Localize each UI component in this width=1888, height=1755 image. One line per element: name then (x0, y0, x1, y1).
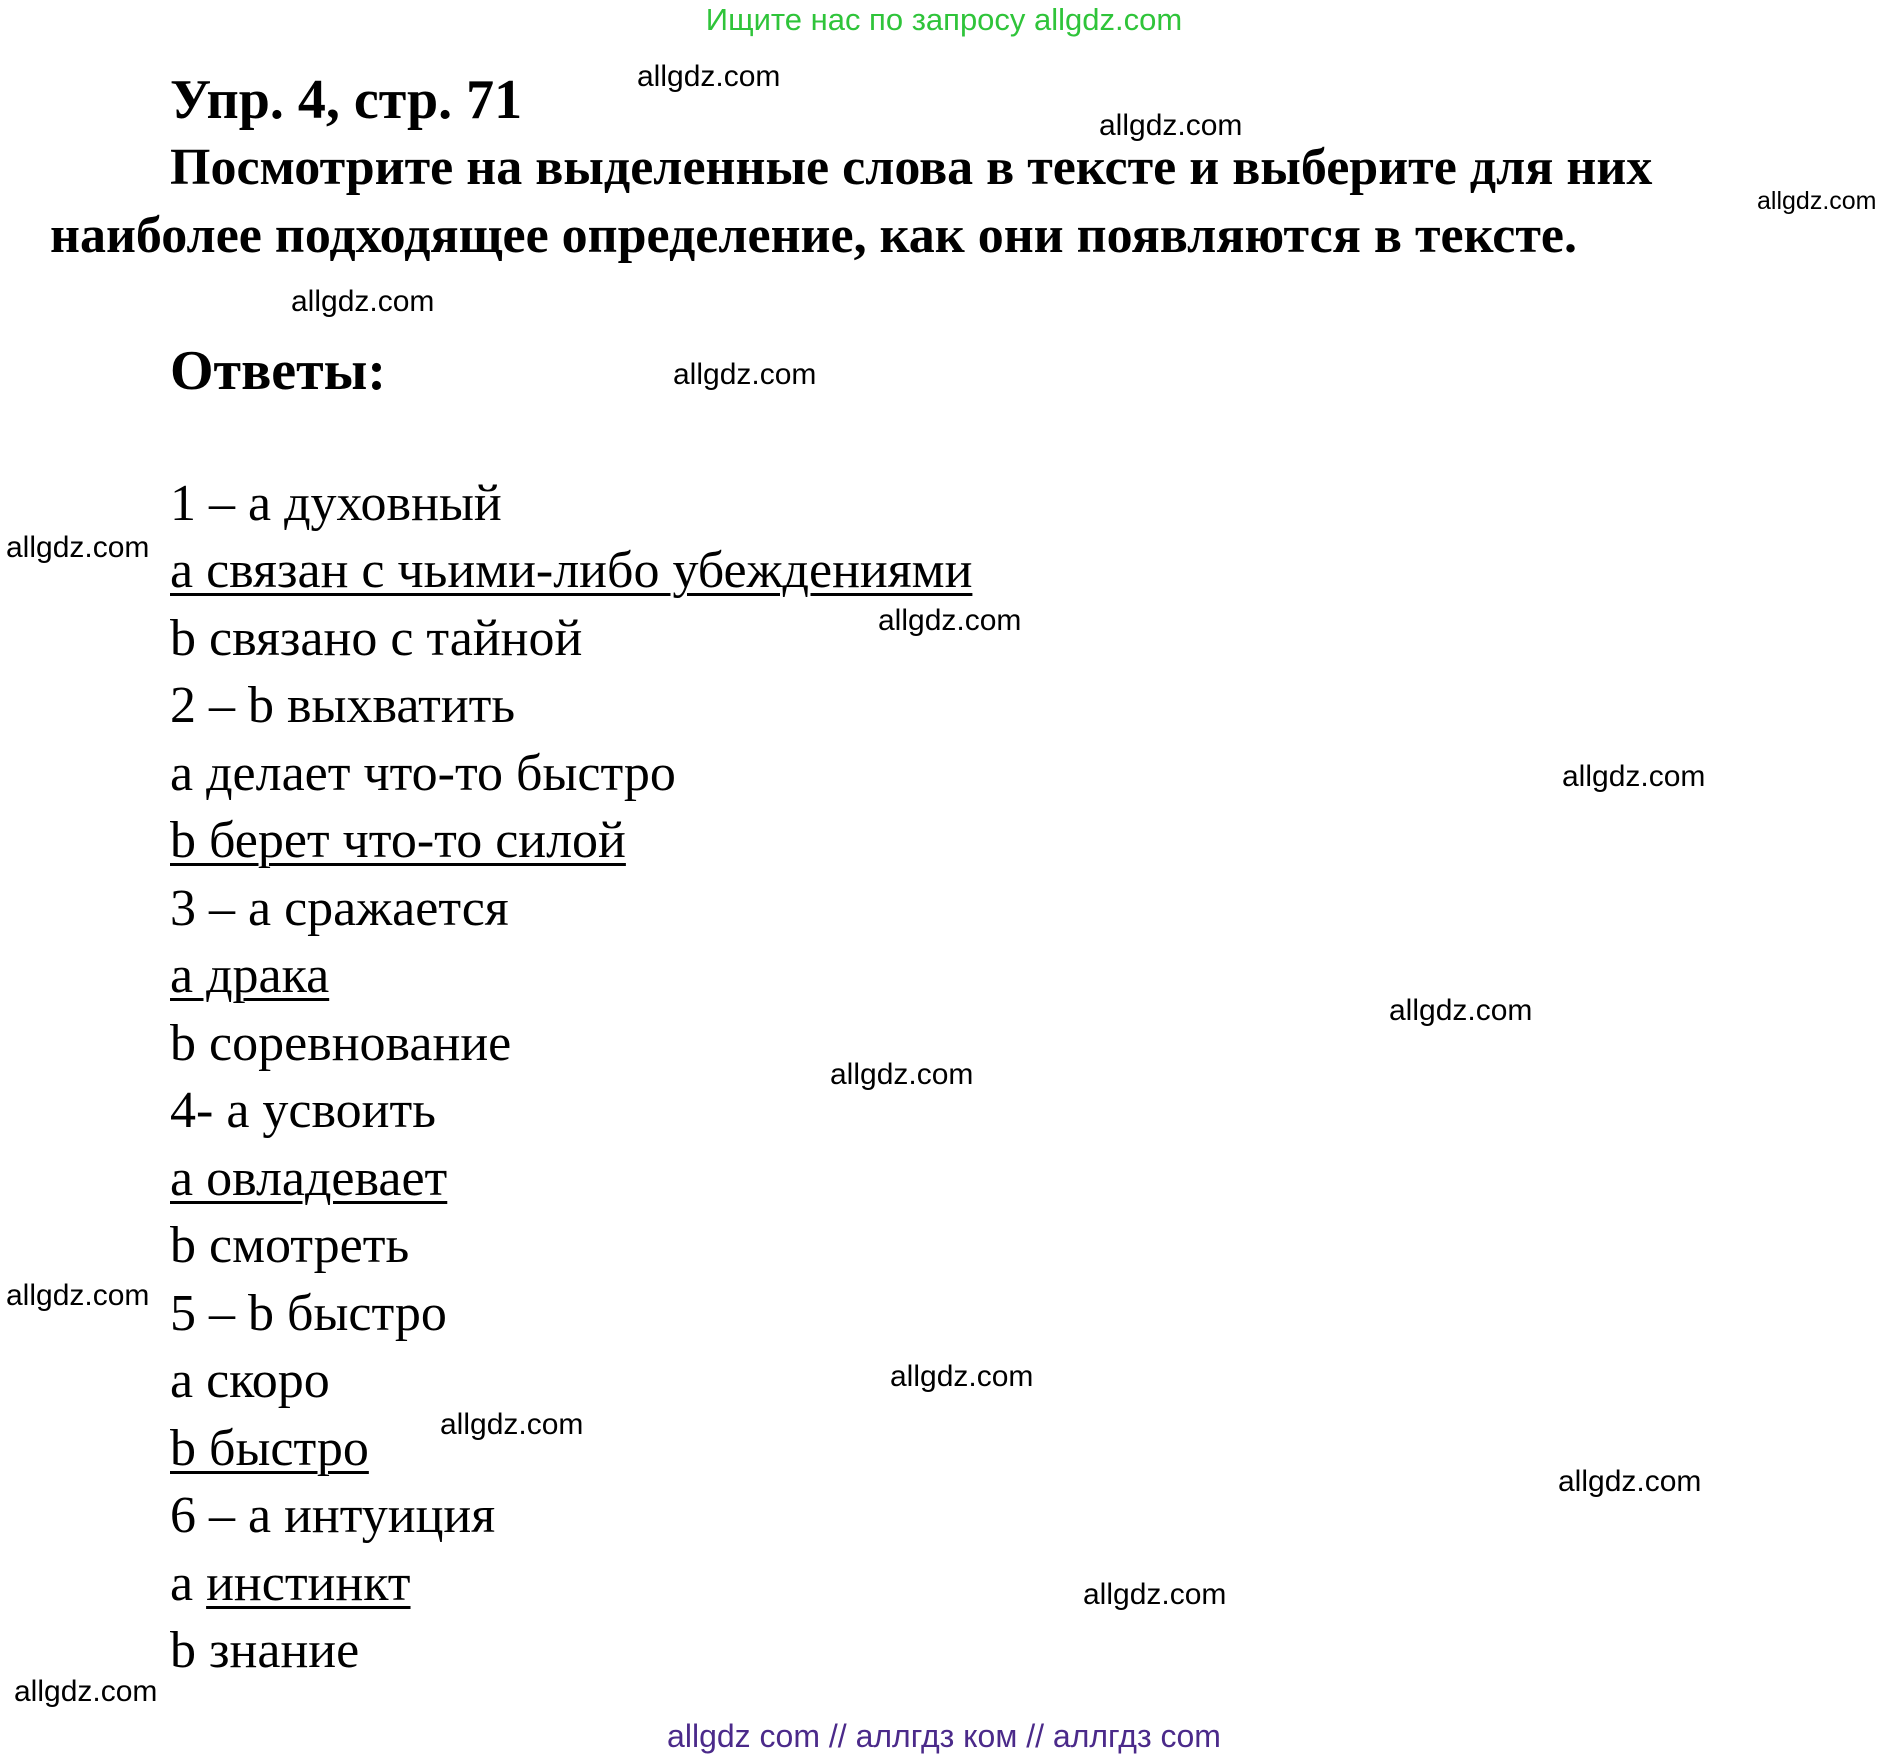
answer-5: 5 – b быстро (170, 1285, 447, 1342)
top-banner: Ищите нас по запросу allgdz.com (705, 2, 1183, 37)
answer-3-option-a: a драка (170, 947, 330, 1004)
answer-1-option-a: a связан с чьими-либо убеждениями (170, 542, 973, 599)
watermark: allgdz.com (6, 531, 150, 564)
answer-6: 6 – а интуиция (170, 1487, 496, 1544)
watermark: allgdz.com (1562, 760, 1706, 793)
watermark: allgdz.com (637, 60, 781, 93)
watermark: allgdz.com (1558, 1465, 1702, 1498)
answer-6-option-a-word: инстинкт (206, 1555, 411, 1612)
answer-5-option-a: a скоро (170, 1352, 330, 1409)
watermark: allgdz.com (1389, 994, 1533, 1027)
watermark: allgdz.com (1099, 109, 1243, 142)
answer-1: 1 – а духовный (170, 475, 502, 532)
answer-3-option-b: b соревнование (170, 1015, 512, 1072)
watermark: allgdz.com (291, 285, 435, 318)
watermark: allgdz.com (6, 1279, 150, 1312)
task-line-2: наиболее подходящее определение, как они появляются в тексте. (50, 207, 1577, 264)
bottom-banner: allgdz com // аллгдз ком // аллгдз com (667, 1718, 1221, 1754)
answer-2-option-b: b берет что-то силой (170, 812, 626, 869)
answer-6-option-b: b знание (170, 1622, 360, 1679)
watermark: allgdz.com (1083, 1578, 1227, 1611)
answer-6-option-a (170, 1555, 411, 1612)
answer-4: 4- а усвоить (170, 1082, 436, 1139)
answer-3: 3 – а сражается (170, 880, 509, 937)
watermark: allgdz.com (830, 1058, 974, 1091)
answer-6-option-a-prefix: a (170, 1555, 207, 1612)
answer-1-option-b: b связано с тайной (170, 610, 583, 667)
watermark: allgdz.com (1757, 187, 1877, 215)
watermark: allgdz.com (878, 604, 1022, 637)
answer-2: 2 – b выхватить (170, 677, 516, 734)
watermark: allgdz.com (890, 1360, 1034, 1393)
answer-2-option-a: a делает что-то быстро (170, 745, 676, 802)
answer-4-option-a: a овладевает (170, 1150, 448, 1207)
watermark: allgdz.com (14, 1675, 158, 1708)
answer-4-option-b: b смотреть (170, 1217, 410, 1274)
watermark: allgdz.com (673, 358, 817, 391)
watermark: allgdz.com (440, 1408, 584, 1441)
task-line-1: Посмотрите на выделенные слова в тексте и выберите для них (170, 139, 1653, 196)
answers-title: Ответы: (170, 340, 387, 402)
answer-5-option-b: b быстро (170, 1420, 369, 1477)
exercise-title: Упр. 4, стр. 71 (170, 69, 523, 131)
